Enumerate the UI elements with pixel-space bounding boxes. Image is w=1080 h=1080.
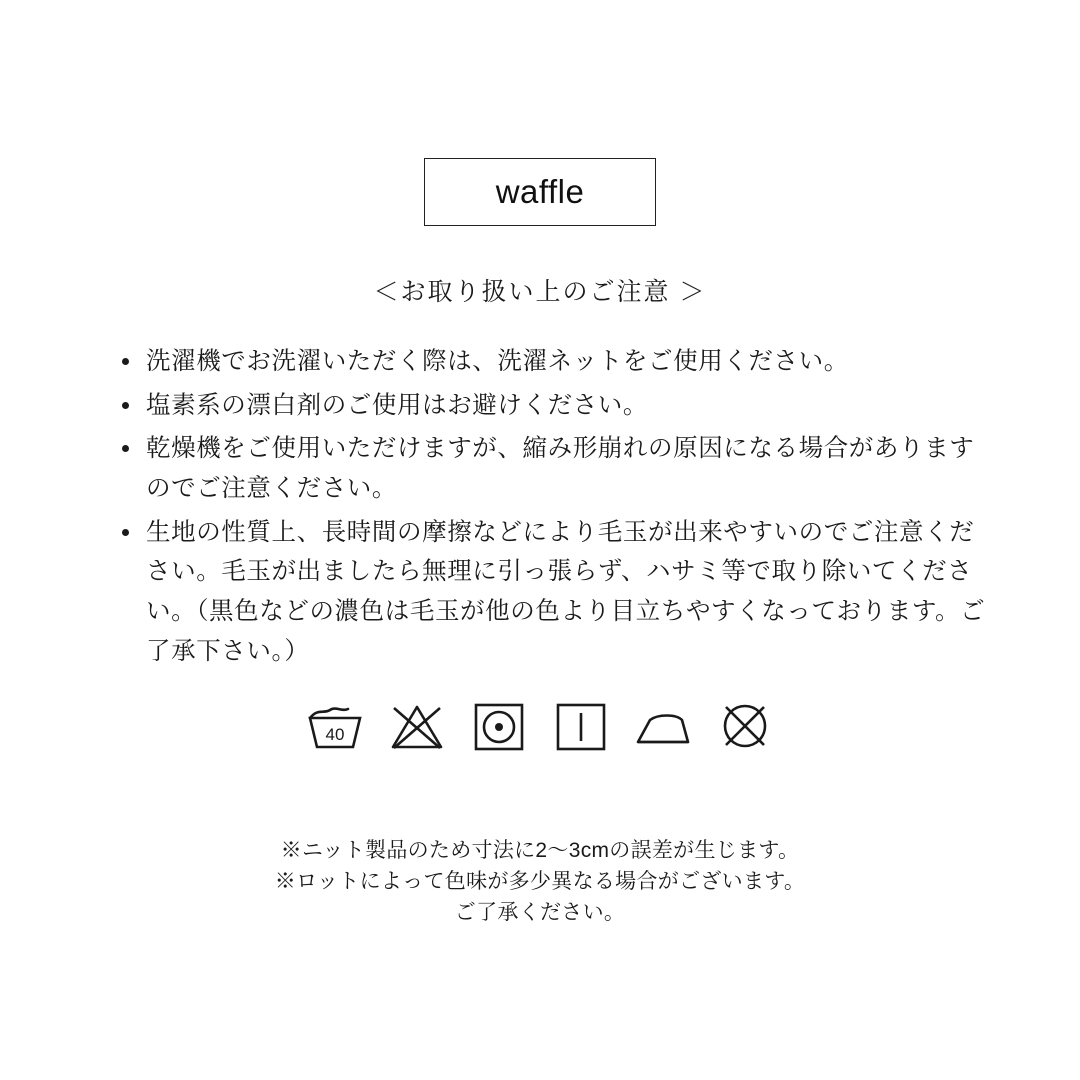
footer-notes — [0, 835, 1080, 928]
wash-temperature-label: 40 — [325, 725, 345, 744]
list-item: 生地の性質上、長時間の摩擦などにより毛玉が出来やすいのでご注意ください。毛玉が出ましたら無理に引っ張らず、ハサミ等で取り除いてください。（黒色などの濃色は毛玉が他の色より目立ちやすくなっております。ご了承下さい。） — [108, 513, 988, 672]
wash-40-icon — [304, 698, 366, 754]
list-item: 塩素系の漂白剤のご使用はお避けください。 — [108, 386, 988, 426]
footer-note-line: ※ロットによって色味が多少異なる場合がございます。 — [274, 870, 806, 894]
footer-note-line: ※ニット製品のため寸法に2〜3cmの誤差が生じます。 — [280, 839, 800, 862]
no-dry-clean-icon — [714, 698, 776, 754]
care-symbols-row — [0, 698, 1080, 754]
title-container — [0, 158, 1080, 226]
tumble-dry-icon — [468, 698, 530, 754]
footer-note-line: ご了承ください。 — [454, 901, 626, 925]
care-notes-list — [108, 342, 988, 676]
iron-icon — [632, 698, 694, 754]
brand-title-box — [424, 158, 656, 226]
section-heading: ＜お取り扱い上のご注意 ＞ — [373, 278, 707, 306]
list-item: 乾燥機をご使用いただけますが、縮み形崩れの原因になる場合がありますのでご注意ください。 — [108, 429, 988, 508]
line-dry-icon — [550, 698, 612, 754]
list-item: 洗濯機でお洗濯いただく際は、洗濯ネットをご使用ください。 — [108, 342, 988, 382]
no-bleach-icon — [386, 698, 448, 754]
brand-title: waffle — [495, 173, 585, 210]
